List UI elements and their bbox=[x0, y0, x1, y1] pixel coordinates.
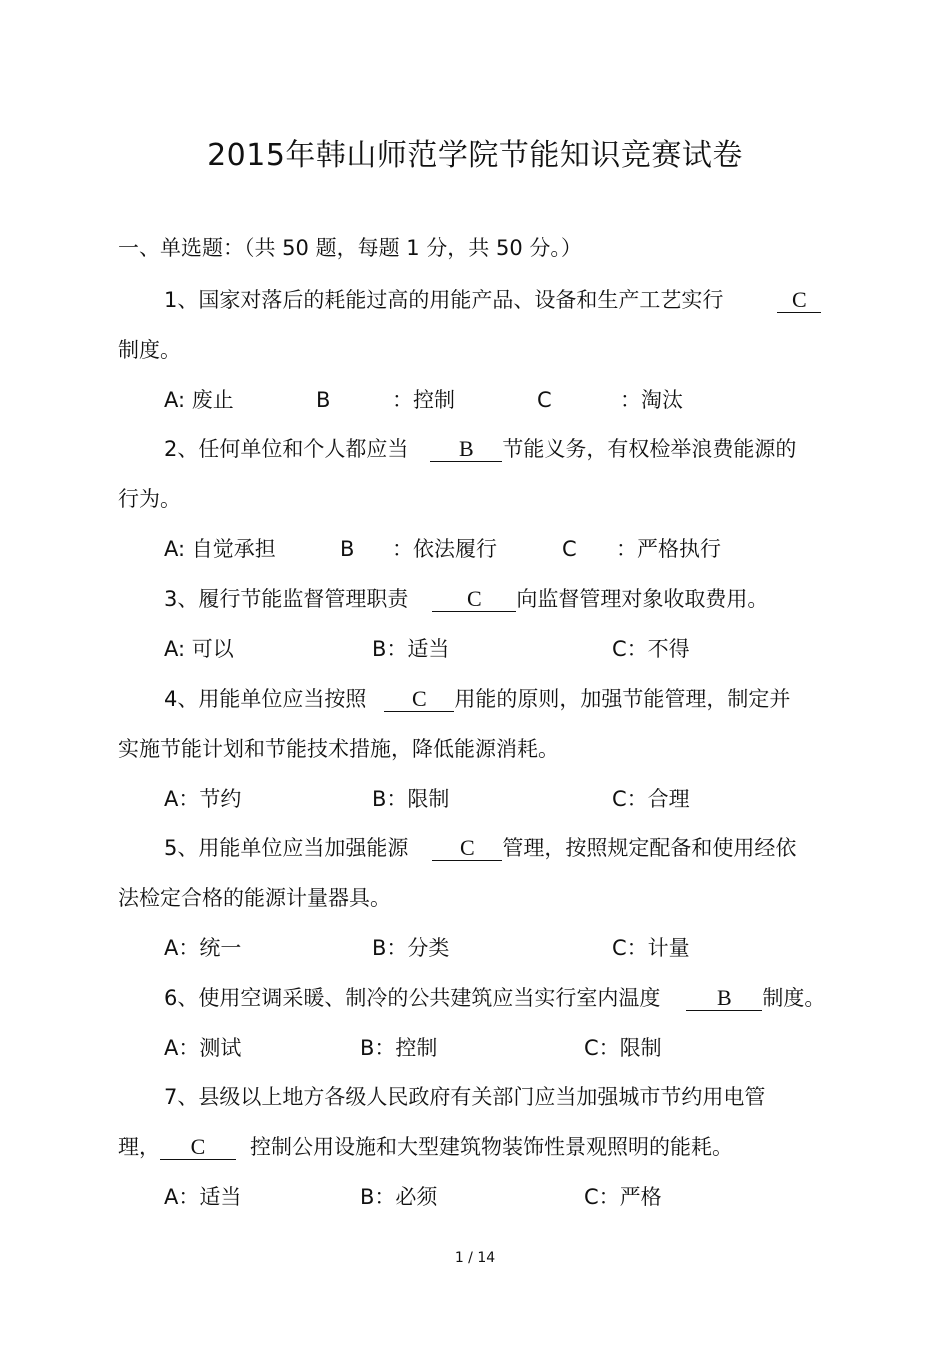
question-5-continuation: 法检定合格的能源计量器具。 bbox=[118, 886, 391, 910]
option-b: B：适当 bbox=[372, 637, 450, 661]
option-c-letter: C bbox=[562, 537, 577, 561]
question-7: 7、县级以上地方各级人民政府有关部门应当加强城市节约用电管 bbox=[164, 1085, 766, 1109]
option-c: C：不得 bbox=[612, 637, 690, 661]
question-text: 1、国家对落后的耗能过高的用能产品、设备和生产工艺实行 bbox=[164, 288, 724, 312]
question-2 bbox=[164, 435, 796, 463]
option-c: C：严格 bbox=[584, 1185, 662, 1209]
option-a: A: 废止 bbox=[164, 388, 234, 412]
question-text: 2、任何单位和个人都应当 bbox=[164, 437, 409, 461]
option-c-letter: C bbox=[537, 388, 552, 412]
page-number: 1 / 14 bbox=[454, 1250, 496, 1266]
option-a: A：适当 bbox=[164, 1185, 242, 1209]
option-a: A: 可以 bbox=[164, 637, 234, 661]
question-text: 3、履行节能监督管理职责 bbox=[164, 587, 409, 611]
question-text: 4、用能单位应当按照 bbox=[164, 687, 367, 711]
question-2-continuation: 行为。 bbox=[118, 487, 181, 511]
question-text-after: 制度。 bbox=[762, 986, 826, 1010]
document-title: 2015年韩山师范学院节能知识竞赛试卷 bbox=[207, 138, 743, 173]
answer-blank: C bbox=[384, 687, 454, 712]
option-c: C：合理 bbox=[612, 787, 690, 811]
option-a: A：统一 bbox=[164, 936, 242, 960]
option-b: B：必须 bbox=[360, 1185, 438, 1209]
question-text: 5、用能单位应当加强能源 bbox=[164, 836, 409, 860]
answer-blank: C bbox=[432, 587, 516, 612]
question-7-continuation bbox=[118, 1133, 733, 1161]
option-b: B：限制 bbox=[372, 787, 450, 811]
answer-blank: B bbox=[686, 986, 762, 1011]
question-text-cont: 理， bbox=[118, 1135, 160, 1159]
option-b: B：控制 bbox=[360, 1036, 438, 1060]
option-c: C：限制 bbox=[584, 1036, 662, 1060]
question-text-after: 节能义务，有权检举浪费能源的 bbox=[502, 437, 797, 461]
question-3 bbox=[164, 585, 768, 613]
option-b: B：分类 bbox=[372, 936, 450, 960]
question-5 bbox=[164, 834, 796, 862]
question-4-continuation: 实施节能计划和节能技术措施，降低能源消耗。 bbox=[118, 737, 559, 761]
answer-blank: C bbox=[160, 1135, 236, 1160]
question-text-after: 用能的原则，加强节能管理，制定并 bbox=[454, 687, 791, 711]
option-c: C：计量 bbox=[612, 936, 690, 960]
option-b: ：依法履行 bbox=[392, 537, 497, 561]
answer-blank: C bbox=[777, 288, 821, 313]
option-a: A：测试 bbox=[164, 1036, 242, 1060]
section-heading: 一、单选题：（共 50 题，每题 1 分，共 50 分。） bbox=[118, 236, 582, 260]
answer-blank: B bbox=[430, 437, 502, 462]
option-c: ：淘汰 bbox=[620, 388, 683, 412]
question-1 bbox=[164, 286, 821, 314]
question-text-after: 管理，按照规定配备和使用经依 bbox=[502, 836, 797, 860]
question-text-after: 向监督管理对象收取费用。 bbox=[516, 587, 769, 611]
question-text-after: 控制公用设施和大型建筑物装饰性景观照明的能耗。 bbox=[250, 1135, 733, 1159]
option-c: ：严格执行 bbox=[616, 537, 721, 561]
question-text: 6、使用空调采暖、制冷的公共建筑应当实行室内温度 bbox=[164, 986, 661, 1010]
question-1-continuation: 制度。 bbox=[118, 338, 181, 362]
option-a: A: 自觉承担 bbox=[164, 537, 276, 561]
answer-blank: C bbox=[432, 836, 502, 861]
option-b: ：控制 bbox=[392, 388, 455, 412]
question-4 bbox=[164, 685, 790, 713]
option-b-letter: B bbox=[316, 388, 331, 412]
option-a: A：节约 bbox=[164, 787, 242, 811]
question-6 bbox=[164, 984, 825, 1012]
option-b-letter: B bbox=[340, 537, 355, 561]
